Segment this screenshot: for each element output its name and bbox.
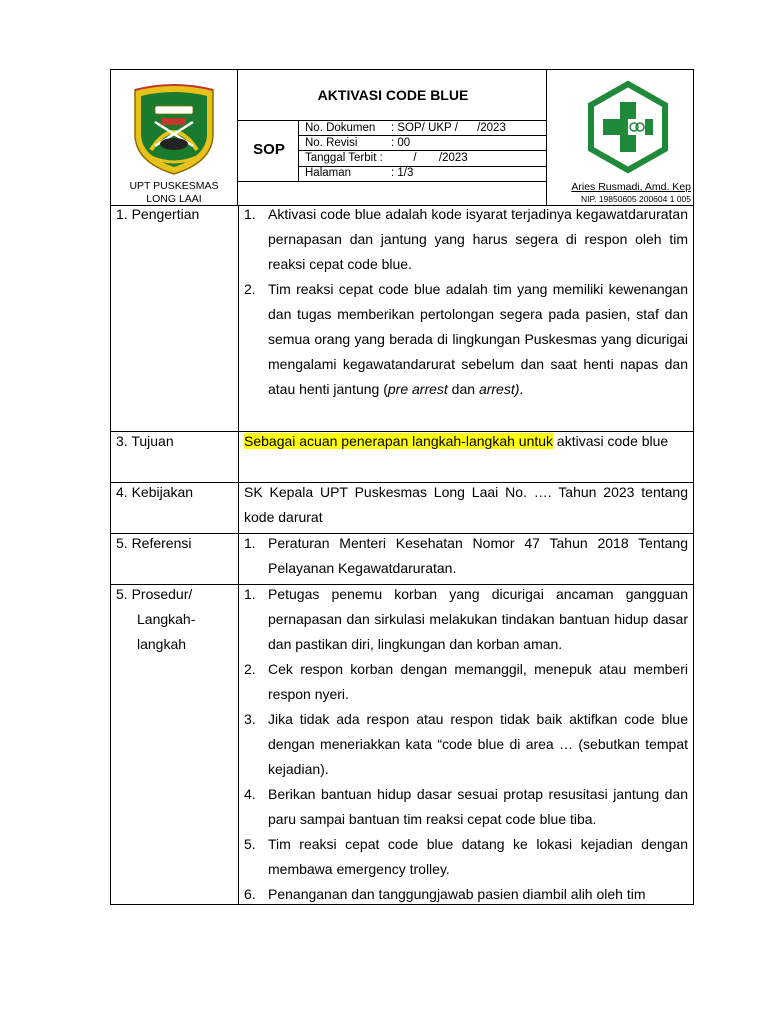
meta-revision: No. Revisi : 00 [305, 137, 411, 149]
health-cross-logo-icon [581, 80, 675, 174]
section-label-tujuan: 3. Tujuan [116, 433, 174, 449]
section-content-referensi [244, 531, 688, 581]
section-content-pengertian [244, 202, 688, 402]
list-item: 2. Cek respon korban dengan memanggil, menepuk atau memberi respon nyeri. [244, 661, 688, 702]
signer-nip: NIP. 19850605 200604 1 005 [581, 194, 691, 204]
sop-content-table [110, 205, 694, 905]
signer-name: Aries Rusmadi, Amd. Kep [571, 181, 691, 193]
list-item: 1. Petugas penemu korban yang dicurigai ancaman gangguan pernapasan dan sirkulasi melakukan tindakan bantuan hidup dasar dan pastikan diri, lingkungan dan korban aman. [244, 586, 688, 652]
highlighted-text: Sebagai acuan penerapan langkah-langkah untuk [244, 433, 554, 449]
meta-document-number: No. Dokumen : SOP/ UKP / /2023 [305, 122, 506, 134]
organization-name: UPT PUSKESMAS LONG LAAI [129, 180, 219, 205]
sop-label: SOP [253, 141, 285, 158]
section-content-prosedur [244, 582, 688, 907]
section-label-pengertian: 1. Pengertian [116, 206, 200, 222]
list-item: 6. Penanganan dan tanggungjawab pasien diambil alih oleh tim [244, 886, 646, 902]
section-label-prosedur: 5. Prosedur/ Langkah- langkah [116, 586, 196, 652]
meta-issue-date: Tanggal Terbit : / /2023 [305, 152, 468, 164]
document-header [110, 69, 694, 206]
list-item: 5. Tim reaksi cepat code blue datang ke lokasi kejadian dengan membawa emergency trolley. [244, 836, 688, 877]
list-item: 4. Berikan bantuan hidup dasar sesuai protap resusitasi jantung dan paru sampai bantuan tim reaksi cepat code blue tiba. [244, 786, 688, 827]
document-title: AKTIVASI CODE BLUE [317, 87, 469, 103]
section-label-referensi: 5. Referensi [116, 535, 192, 551]
section-content-kebijakan: SK Kepala UPT Puskesmas Long Laai No. …. Tahun 2023 tentang kode darurat [244, 484, 688, 525]
section-label-kebijakan: 4. Kebijakan [116, 484, 194, 500]
list-item: 3. Jika tidak ada respon atau respon tidak baik aktifkan code blue dengan meneriakkan kata “code blue di area … (sebutkan tempat kejadian). [244, 711, 688, 777]
regency-emblem-icon [131, 84, 217, 176]
list-item: 1. Peraturan Menteri Kesehatan Nomor 47 Tahun 2018 Tentang Pelayanan Kegawatdaruratan. [244, 535, 688, 576]
list-item: 2. Tim reaksi cepat code blue adalah tim yang memiliki kewenangan dan tugas memberikan pertolongan segera pada pasien, staf dan semua orang yang berada di lingkungan Puskesmas yang dicurigai mengalami kegawatandarurat sebelum dan saat henti napas dan atau henti jantung (pre arrest dan arrest). [244, 281, 688, 397]
list-item: 1. Aktivasi code blue adalah kode isyarat terjadinya kegawatdaruratan pernapasan dan jantung yang harus segera di respon oleh tim reaksi cepat code blue. [244, 206, 688, 272]
section-content-tujuan: Sebagai acuan penerapan langkah-langkah untuk aktivasi code blue [244, 433, 669, 449]
meta-page: Halaman : 1/3 [305, 167, 414, 179]
